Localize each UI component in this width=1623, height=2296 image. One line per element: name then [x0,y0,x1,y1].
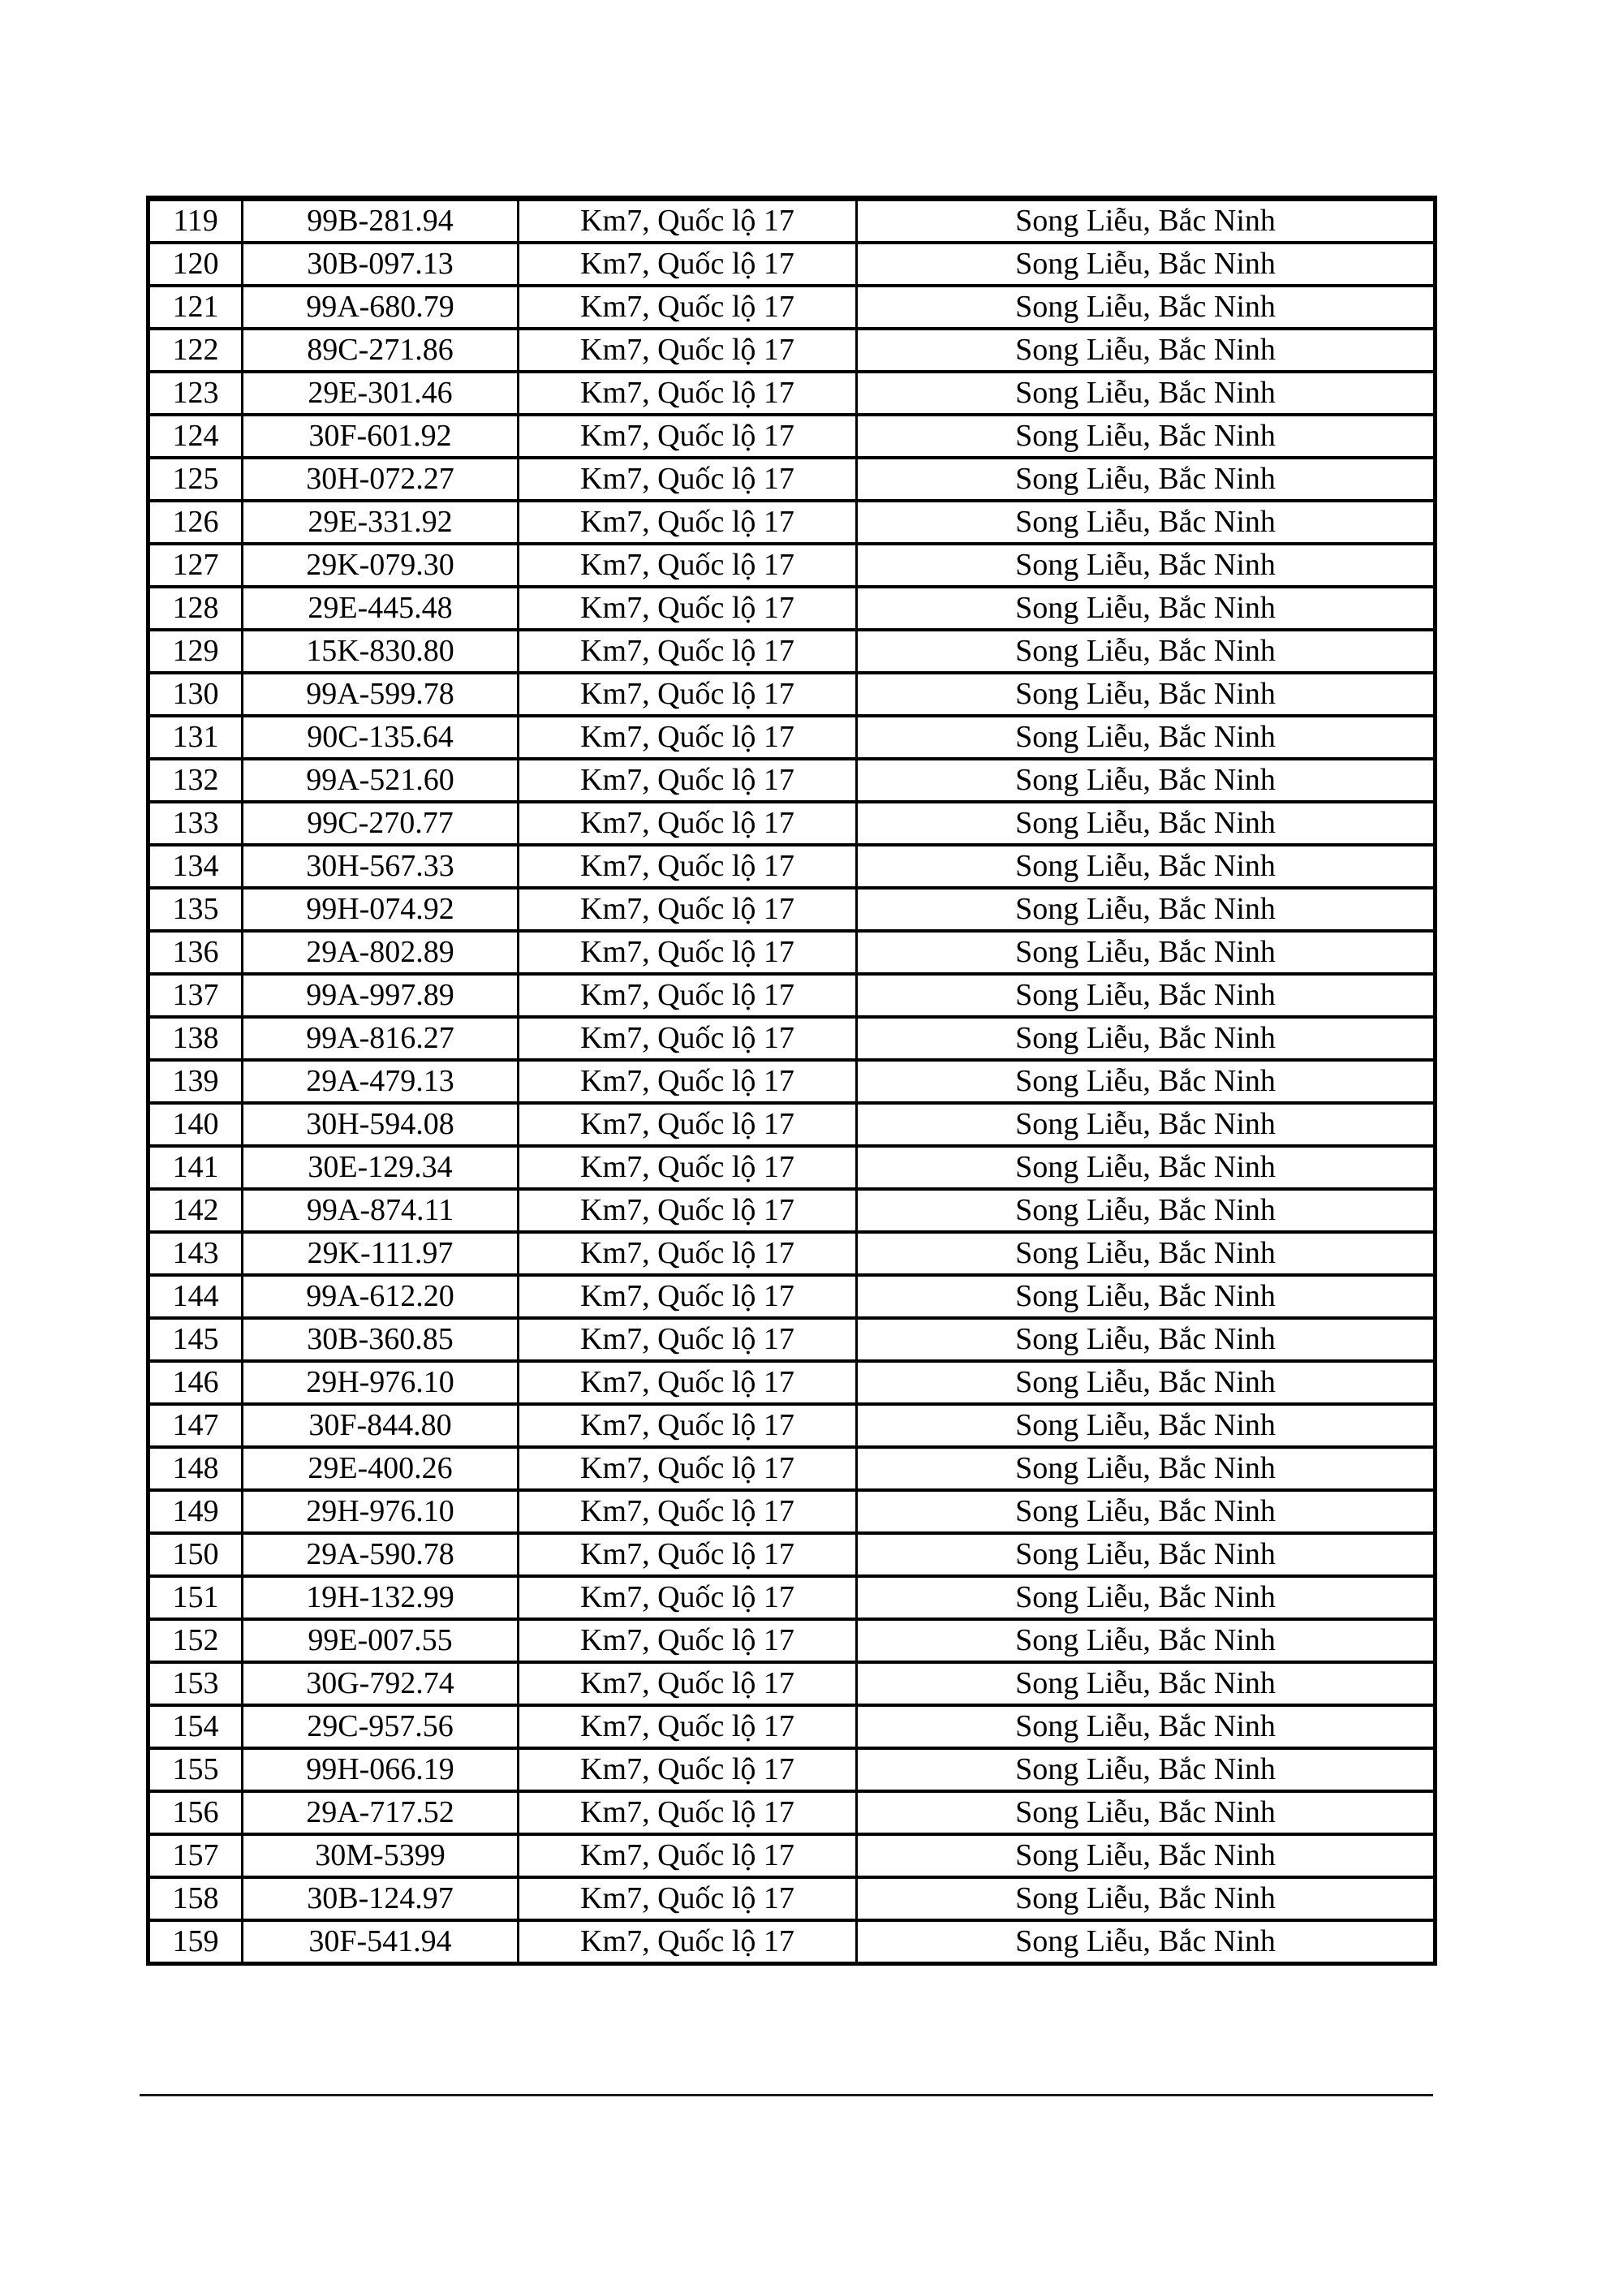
area-cell: Song Liễu, Bắc Ninh [857,1533,1436,1576]
plate-number-cell: 30B-097.13 [243,243,519,286]
plate-number-cell: 29E-301.46 [243,372,519,415]
plate-number-cell: 30M-5399 [243,1834,519,1877]
area-cell: Song Liễu, Bắc Ninh [857,1662,1436,1705]
table-row [149,845,1436,888]
location-cell: Km7, Quốc lộ 17 [519,673,857,716]
location-cell: Km7, Quốc lộ 17 [519,329,857,372]
area-cell: Song Liễu, Bắc Ninh [857,544,1436,587]
plate-number-cell: 30H-567.33 [243,845,519,888]
area-cell: Song Liễu, Bắc Ninh [857,1318,1436,1361]
table-row [149,1232,1436,1275]
plate-number-cell: 30F-541.94 [243,1920,519,1964]
area-cell: Song Liễu, Bắc Ninh [857,673,1436,716]
table-row [149,759,1436,802]
table-row [149,1103,1436,1146]
table-row [149,931,1436,974]
row-number-cell: 142 [149,1189,243,1232]
row-number-cell: 153 [149,1662,243,1705]
plate-number-cell: 99H-066.19 [243,1748,519,1791]
plate-number-cell: 99A-612.20 [243,1275,519,1318]
table-row [149,1490,1436,1533]
area-cell: Song Liễu, Bắc Ninh [857,1920,1436,1964]
table-row [149,1705,1436,1748]
plate-number-cell: 29H-976.10 [243,1361,519,1404]
area-cell: Song Liễu, Bắc Ninh [857,1748,1436,1791]
row-number-cell: 137 [149,974,243,1017]
plate-number-cell: 29H-976.10 [243,1490,519,1533]
location-cell: Km7, Quốc lộ 17 [519,1877,857,1920]
row-number-cell: 133 [149,802,243,845]
row-number-cell: 155 [149,1748,243,1791]
location-cell: Km7, Quốc lộ 17 [519,286,857,329]
plate-number-cell: 99H-074.92 [243,888,519,931]
row-number-cell: 129 [149,630,243,673]
table-row [149,415,1436,458]
vehicle-violation-table [146,196,1437,1966]
row-number-cell: 144 [149,1275,243,1318]
row-number-cell: 119 [149,199,243,243]
area-cell: Song Liễu, Bắc Ninh [857,1404,1436,1447]
plate-number-cell: 29E-331.92 [243,501,519,544]
plate-number-cell: 29E-445.48 [243,587,519,630]
location-cell: Km7, Quốc lộ 17 [519,1318,857,1361]
location-cell: Km7, Quốc lộ 17 [519,1404,857,1447]
plate-number-cell: 89C-271.86 [243,329,519,372]
row-number-cell: 158 [149,1877,243,1920]
table-row [149,1361,1436,1404]
row-number-cell: 132 [149,759,243,802]
location-cell: Km7, Quốc lộ 17 [519,888,857,931]
row-number-cell: 145 [149,1318,243,1361]
row-number-cell: 156 [149,1791,243,1834]
location-cell: Km7, Quốc lộ 17 [519,1834,857,1877]
location-cell: Km7, Quốc lộ 17 [519,1619,857,1662]
row-number-cell: 151 [149,1576,243,1619]
plate-number-cell: 29A-717.52 [243,1791,519,1834]
row-number-cell: 139 [149,1060,243,1103]
location-cell: Km7, Quốc lộ 17 [519,587,857,630]
plate-number-cell: 15K-830.80 [243,630,519,673]
area-cell: Song Liễu, Bắc Ninh [857,1103,1436,1146]
location-cell: Km7, Quốc lộ 17 [519,931,857,974]
row-number-cell: 136 [149,931,243,974]
area-cell: Song Liễu, Bắc Ninh [857,1361,1436,1404]
table-row [149,243,1436,286]
table-body [149,199,1436,1964]
area-cell: Song Liễu, Bắc Ninh [857,458,1436,501]
location-cell: Km7, Quốc lộ 17 [519,1662,857,1705]
plate-number-cell: 30F-601.92 [243,415,519,458]
row-number-cell: 138 [149,1017,243,1060]
table-row [149,587,1436,630]
area-cell: Song Liễu, Bắc Ninh [857,415,1436,458]
location-cell: Km7, Quốc lộ 17 [519,1490,857,1533]
table-row [149,716,1436,759]
table-row [149,1146,1436,1189]
area-cell: Song Liễu, Bắc Ninh [857,802,1436,845]
area-cell: Song Liễu, Bắc Ninh [857,1619,1436,1662]
location-cell: Km7, Quốc lộ 17 [519,1189,857,1232]
row-number-cell: 124 [149,415,243,458]
plate-number-cell: 29A-479.13 [243,1060,519,1103]
location-cell: Km7, Quốc lộ 17 [519,716,857,759]
table-row [149,1017,1436,1060]
area-cell: Song Liễu, Bắc Ninh [857,759,1436,802]
location-cell: Km7, Quốc lộ 17 [519,501,857,544]
row-number-cell: 127 [149,544,243,587]
row-number-cell: 125 [149,458,243,501]
row-number-cell: 159 [149,1920,243,1964]
row-number-cell: 134 [149,845,243,888]
area-cell: Song Liễu, Bắc Ninh [857,243,1436,286]
area-cell: Song Liễu, Bắc Ninh [857,1877,1436,1920]
location-cell: Km7, Quốc lộ 17 [519,1705,857,1748]
area-cell: Song Liễu, Bắc Ninh [857,372,1436,415]
area-cell: Song Liễu, Bắc Ninh [857,845,1436,888]
area-cell: Song Liễu, Bắc Ninh [857,1490,1436,1533]
location-cell: Km7, Quốc lộ 17 [519,630,857,673]
table-row [149,630,1436,673]
table-row [149,1619,1436,1662]
plate-number-cell: 29A-802.89 [243,931,519,974]
area-cell: Song Liễu, Bắc Ninh [857,1232,1436,1275]
plate-number-cell: 29C-957.56 [243,1705,519,1748]
table-row [149,544,1436,587]
plate-number-cell: 30G-792.74 [243,1662,519,1705]
plate-number-cell: 99A-521.60 [243,759,519,802]
area-cell: Song Liễu, Bắc Ninh [857,1275,1436,1318]
row-number-cell: 149 [149,1490,243,1533]
area-cell: Song Liễu, Bắc Ninh [857,587,1436,630]
row-number-cell: 157 [149,1834,243,1877]
location-cell: Km7, Quốc lộ 17 [519,544,857,587]
table-row [149,286,1436,329]
area-cell: Song Liễu, Bắc Ninh [857,1791,1436,1834]
location-cell: Km7, Quốc lộ 17 [519,974,857,1017]
location-cell: Km7, Quốc lộ 17 [519,802,857,845]
table-row [149,1447,1436,1490]
table-row [149,673,1436,716]
area-cell: Song Liễu, Bắc Ninh [857,931,1436,974]
area-cell: Song Liễu, Bắc Ninh [857,1834,1436,1877]
area-cell: Song Liễu, Bắc Ninh [857,1705,1436,1748]
location-cell: Km7, Quốc lộ 17 [519,1576,857,1619]
location-cell: Km7, Quốc lộ 17 [519,1275,857,1318]
table-row [149,802,1436,845]
table-row [149,199,1436,243]
row-number-cell: 122 [149,329,243,372]
row-number-cell: 126 [149,501,243,544]
plate-number-cell: 30H-594.08 [243,1103,519,1146]
row-number-cell: 135 [149,888,243,931]
row-number-cell: 131 [149,716,243,759]
row-number-cell: 120 [149,243,243,286]
table-row [149,1662,1436,1705]
plate-number-cell: 30B-124.97 [243,1877,519,1920]
area-cell: Song Liễu, Bắc Ninh [857,974,1436,1017]
table-row [149,458,1436,501]
table-row [149,1533,1436,1576]
row-number-cell: 150 [149,1533,243,1576]
row-number-cell: 148 [149,1447,243,1490]
location-cell: Km7, Quốc lộ 17 [519,1060,857,1103]
location-cell: Km7, Quốc lộ 17 [519,199,857,243]
area-cell: Song Liễu, Bắc Ninh [857,329,1436,372]
location-cell: Km7, Quốc lộ 17 [519,1447,857,1490]
plate-number-cell: 99A-997.89 [243,974,519,1017]
location-cell: Km7, Quốc lộ 17 [519,1920,857,1964]
plate-number-cell: 99A-874.11 [243,1189,519,1232]
table-row [149,1189,1436,1232]
area-cell: Song Liễu, Bắc Ninh [857,199,1436,243]
area-cell: Song Liễu, Bắc Ninh [857,630,1436,673]
table-row [149,1748,1436,1791]
location-cell: Km7, Quốc lộ 17 [519,1361,857,1404]
plate-number-cell: 30H-072.27 [243,458,519,501]
table-row [149,1275,1436,1318]
row-number-cell: 140 [149,1103,243,1146]
table-row [149,1318,1436,1361]
area-cell: Song Liễu, Bắc Ninh [857,716,1436,759]
table-row [149,329,1436,372]
location-cell: Km7, Quốc lộ 17 [519,415,857,458]
location-cell: Km7, Quốc lộ 17 [519,1748,857,1791]
row-number-cell: 143 [149,1232,243,1275]
location-cell: Km7, Quốc lộ 17 [519,1146,857,1189]
area-cell: Song Liễu, Bắc Ninh [857,888,1436,931]
table-row [149,1877,1436,1920]
location-cell: Km7, Quốc lộ 17 [519,1103,857,1146]
plate-number-cell: 29E-400.26 [243,1447,519,1490]
plate-number-cell: 19H-132.99 [243,1576,519,1619]
plate-number-cell: 99B-281.94 [243,199,519,243]
location-cell: Km7, Quốc lộ 17 [519,372,857,415]
table-row [149,888,1436,931]
area-cell: Song Liễu, Bắc Ninh [857,286,1436,329]
table-row [149,1834,1436,1877]
area-cell: Song Liễu, Bắc Ninh [857,1576,1436,1619]
row-number-cell: 121 [149,286,243,329]
plate-number-cell: 29K-111.97 [243,1232,519,1275]
scan-artifact-line [140,2094,1433,2096]
area-cell: Song Liễu, Bắc Ninh [857,501,1436,544]
table-row [149,974,1436,1017]
row-number-cell: 141 [149,1146,243,1189]
table-row [149,372,1436,415]
row-number-cell: 147 [149,1404,243,1447]
plate-number-cell: 99C-270.77 [243,802,519,845]
plate-number-cell: 29A-590.78 [243,1533,519,1576]
row-number-cell: 130 [149,673,243,716]
plate-number-cell: 99A-816.27 [243,1017,519,1060]
table-row [149,1404,1436,1447]
table-row [149,1576,1436,1619]
table-row [149,1791,1436,1834]
table-row [149,1920,1436,1964]
plate-number-cell: 30E-129.34 [243,1146,519,1189]
plate-number-cell: 30F-844.80 [243,1404,519,1447]
area-cell: Song Liễu, Bắc Ninh [857,1060,1436,1103]
location-cell: Km7, Quốc lộ 17 [519,1533,857,1576]
row-number-cell: 154 [149,1705,243,1748]
table-row [149,501,1436,544]
location-cell: Km7, Quốc lộ 17 [519,243,857,286]
area-cell: Song Liễu, Bắc Ninh [857,1189,1436,1232]
location-cell: Km7, Quốc lộ 17 [519,1232,857,1275]
location-cell: Km7, Quốc lộ 17 [519,759,857,802]
plate-number-cell: 30B-360.85 [243,1318,519,1361]
location-cell: Km7, Quốc lộ 17 [519,845,857,888]
location-cell: Km7, Quốc lộ 17 [519,458,857,501]
row-number-cell: 123 [149,372,243,415]
area-cell: Song Liễu, Bắc Ninh [857,1017,1436,1060]
area-cell: Song Liễu, Bắc Ninh [857,1146,1436,1189]
area-cell: Song Liễu, Bắc Ninh [857,1447,1436,1490]
plate-number-cell: 99E-007.55 [243,1619,519,1662]
plate-number-cell: 90C-135.64 [243,716,519,759]
plate-number-cell: 99A-599.78 [243,673,519,716]
row-number-cell: 128 [149,587,243,630]
location-cell: Km7, Quốc lộ 17 [519,1791,857,1834]
plate-number-cell: 29K-079.30 [243,544,519,587]
row-number-cell: 146 [149,1361,243,1404]
row-number-cell: 152 [149,1619,243,1662]
plate-number-cell: 99A-680.79 [243,286,519,329]
location-cell: Km7, Quốc lộ 17 [519,1017,857,1060]
table-row [149,1060,1436,1103]
